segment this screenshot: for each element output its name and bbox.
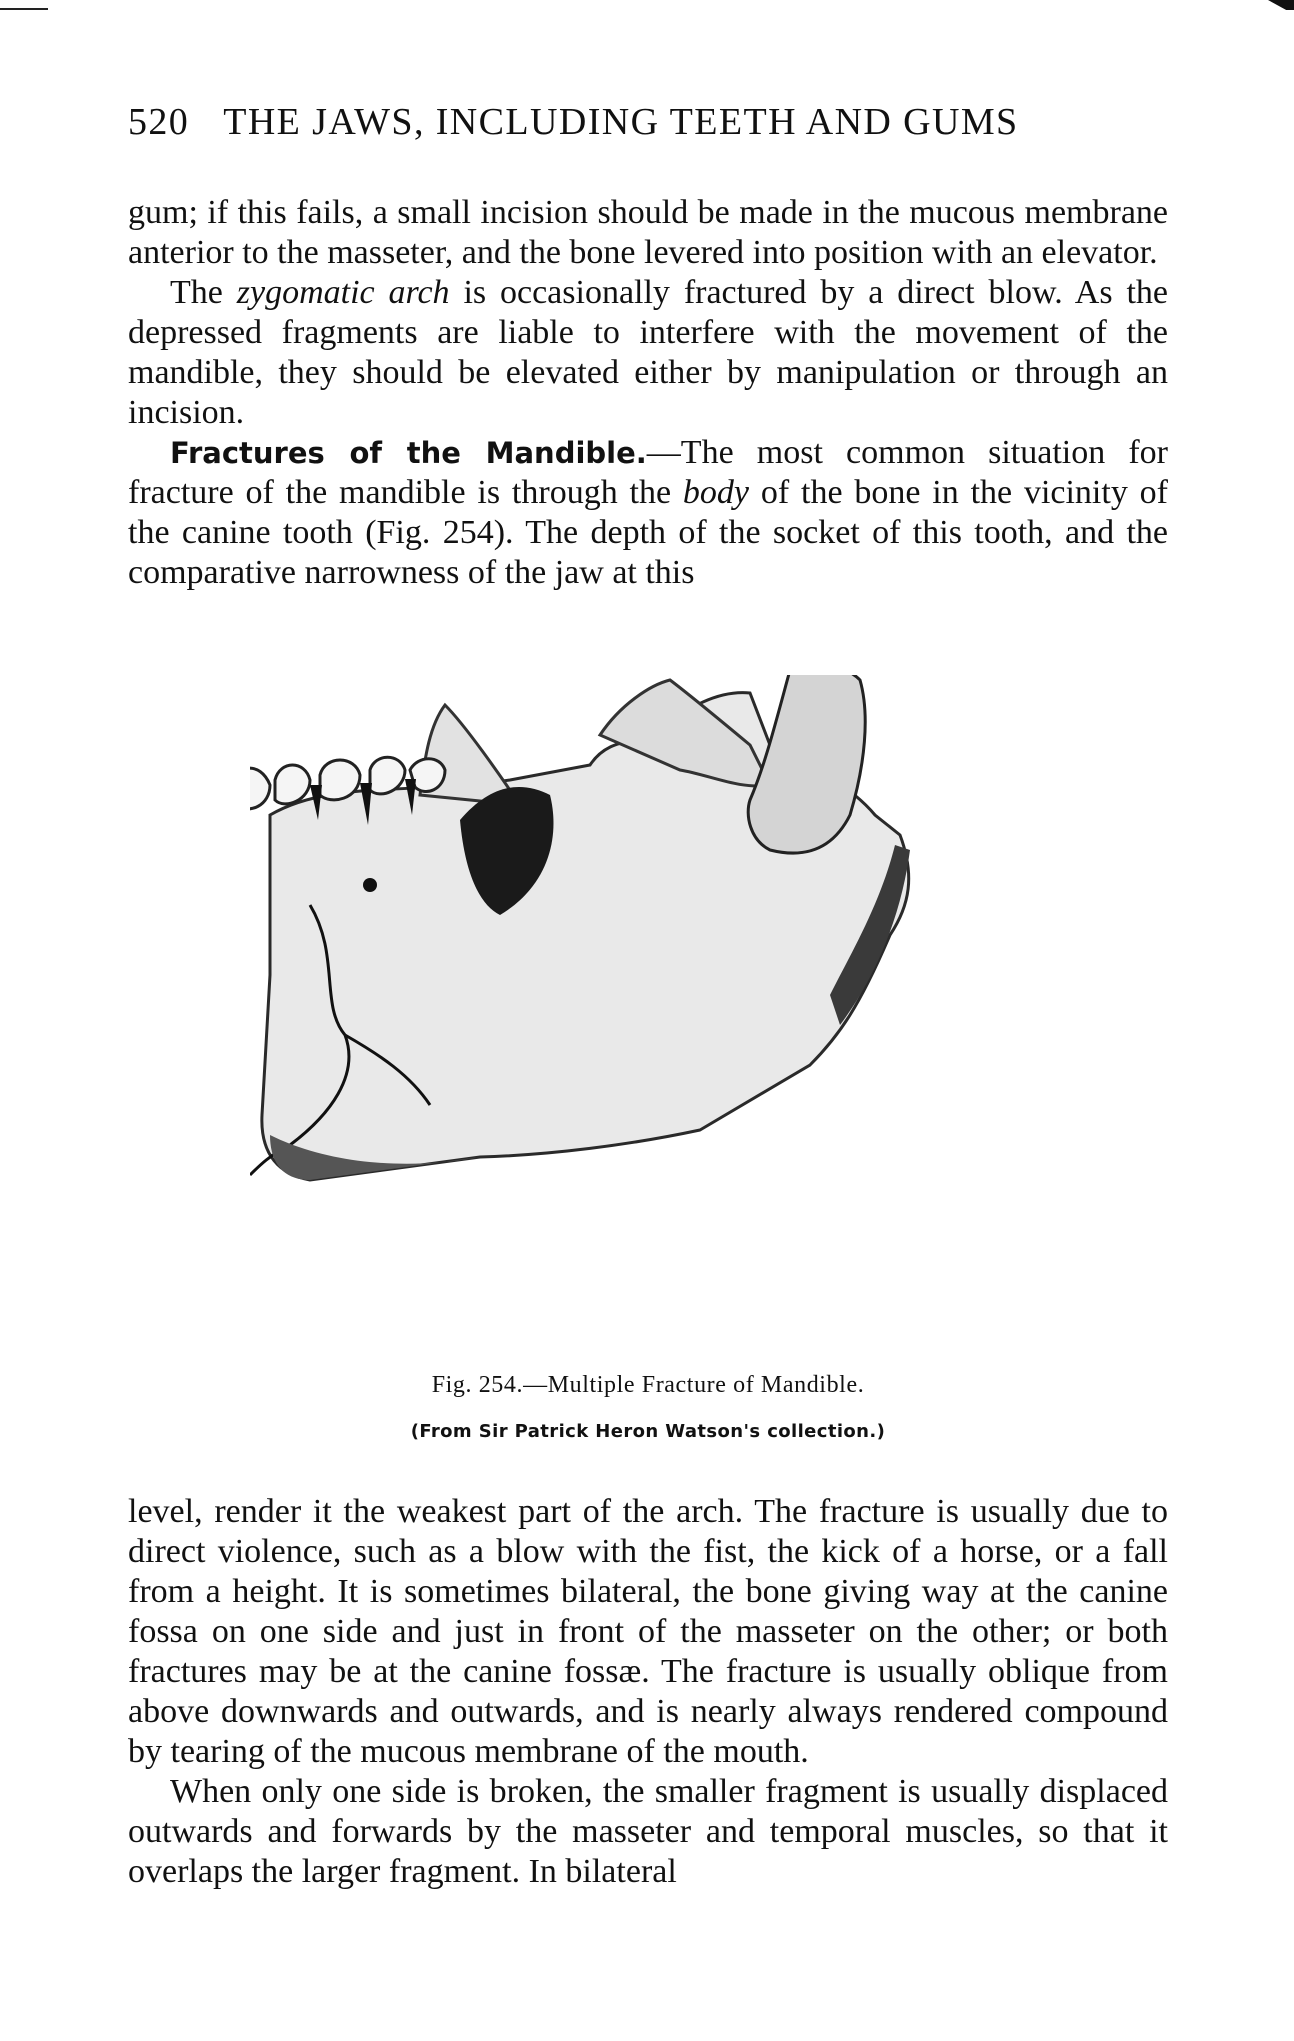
paragraph-4 <box>128 1492 1168 1772</box>
text-run: The <box>170 274 237 311</box>
page-corner-mark <box>1268 0 1294 10</box>
figure-credit: (From Sir Patrick Heron Watson's collection.) <box>410 1421 886 1442</box>
text-after-figure <box>128 1492 1168 1892</box>
paragraph-2 <box>128 273 1168 433</box>
text-run-italic: body <box>682 474 749 511</box>
mandible-illustration <box>250 675 1070 1365</box>
figure-caption: Fig. 254.—Multiple Fracture of Mandible. <box>431 1372 865 1398</box>
mental-foramen <box>363 878 377 892</box>
page-number: 520 <box>128 101 190 143</box>
tooth <box>275 765 310 804</box>
text-run: is occasionally fractured by a direct blow. As the depressed fragments are liable to interfere with the movement of the mandible, they should be elevated either by manipulation or through an incision. <box>128 274 1169 431</box>
text-run: —The most common situation for fracture of the mandible is through the <box>128 434 1169 511</box>
page-edge-line <box>0 8 48 10</box>
tooth <box>250 768 270 809</box>
text-run: of the bone in the vicinity of the canine tooth (Fig. 254). The depth of the socket of this tooth, and the comparative narrowness of the jaw at this <box>128 474 1168 591</box>
paragraph-5 <box>128 1772 1168 1892</box>
mandible-fracture-figure <box>250 675 1070 1365</box>
text-run-italic: zygomatic arch <box>236 274 450 311</box>
running-title: THE JAWS, INCLUDING TEETH AND GUMS <box>223 101 1019 143</box>
section-heading: Fractures of the Mandible. <box>170 436 647 470</box>
paragraph-1 <box>128 193 1168 273</box>
text-run: When only one side is broken, the smaller fragment is usually displaced outwards and forwards by the masseter and temporal muscles, so that it overlaps the larger fragment. In bilateral <box>128 1773 1168 1890</box>
paragraph-3 <box>128 433 1168 593</box>
running-head <box>128 100 1168 144</box>
tooth <box>410 759 445 792</box>
text-run: level, render it the weakest part of the arch. The fracture is usually due to direct violence, such as a blow with the fist, the kick of a horse, or a fall from a height. It is sometimes bilateral, the bone giving way at the canine fossa on one side and just in front of the masseter on the other; or both fractures may be at the canine fossæ. The fracture is usually oblique from above downwards and outwards, and is nearly always rendered compound by tearing of the mucous membrane of the mouth. <box>128 1493 1168 1770</box>
text-run: gum; if this fails, a small incision should be made in the mucous membrane anterior to the masseter, and the bone levered into position with an elevator. <box>128 194 1168 271</box>
text-before-figure <box>128 193 1168 593</box>
